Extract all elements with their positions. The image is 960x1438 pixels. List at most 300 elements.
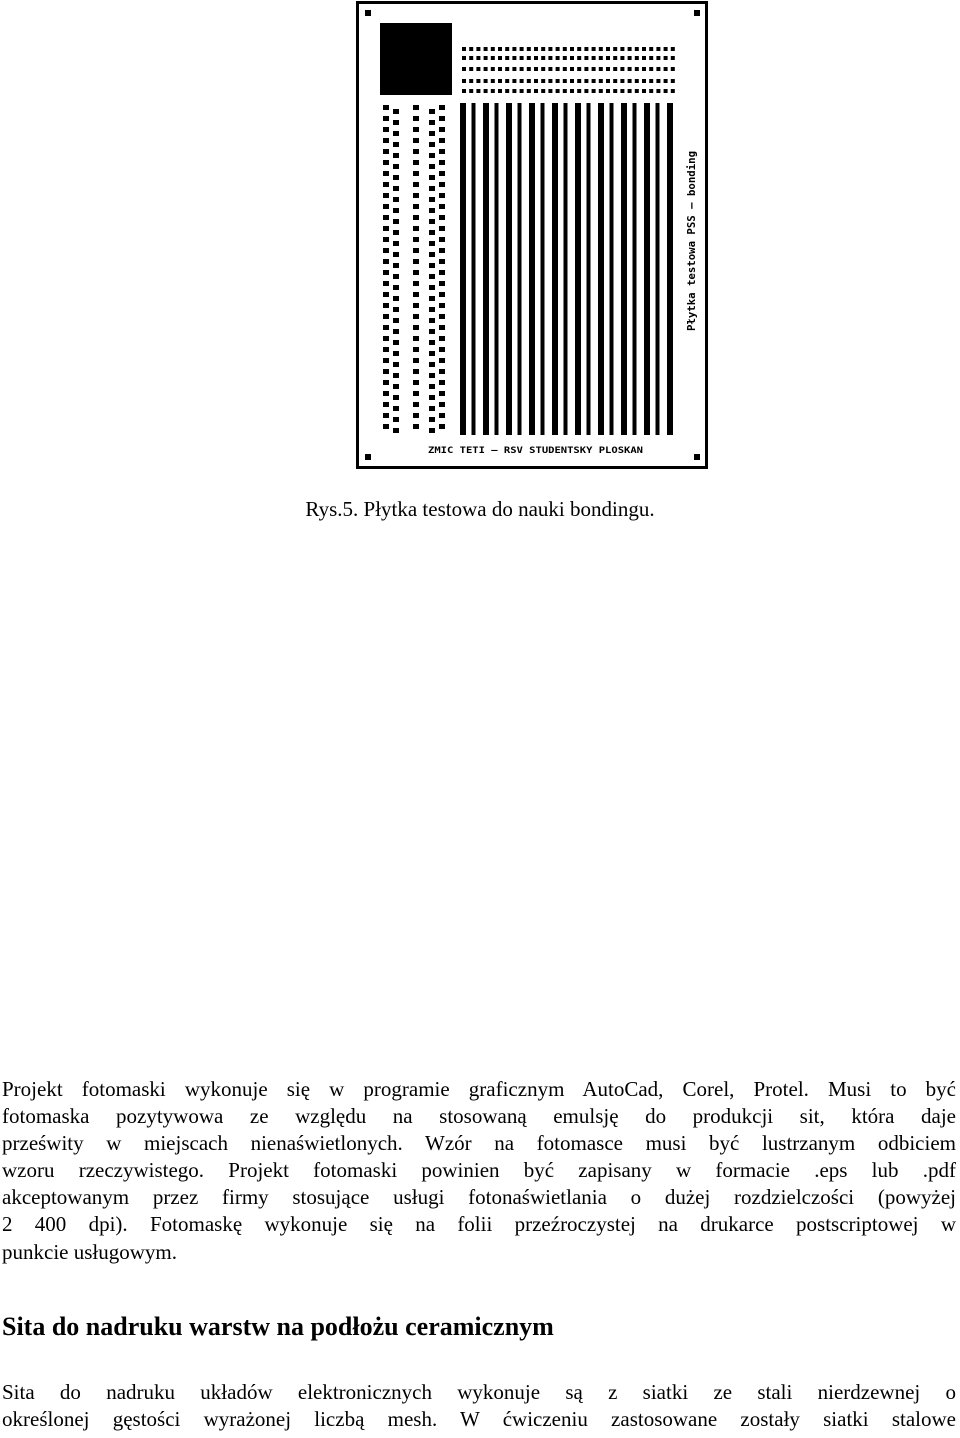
pad-dot	[476, 67, 480, 71]
pad-dot	[635, 56, 639, 60]
column-pad	[383, 149, 389, 154]
column-pad	[393, 120, 399, 125]
column-pad	[413, 303, 419, 308]
pad-dot	[592, 56, 596, 60]
pad-dot	[671, 56, 675, 60]
column-pad	[393, 373, 399, 378]
column-pad	[383, 380, 389, 385]
column-pad	[439, 259, 445, 264]
column-pad	[413, 105, 419, 110]
pad-dot	[527, 47, 531, 51]
column-pad	[439, 138, 445, 143]
pad-dot	[649, 79, 653, 83]
column-pad	[439, 237, 445, 242]
pad-dot	[541, 67, 545, 71]
bond-bar	[495, 103, 499, 435]
pad-dot	[563, 47, 567, 51]
column-pad	[383, 248, 389, 253]
pad-dot	[613, 67, 617, 71]
pad-dot	[599, 67, 603, 71]
column-pad	[383, 182, 389, 187]
pad-dot	[570, 67, 574, 71]
column-pad	[439, 281, 445, 286]
pad-dot	[613, 47, 617, 51]
pad-dot	[512, 47, 516, 51]
pad-dot	[635, 47, 639, 51]
pad-dot	[628, 67, 632, 71]
column-pad	[413, 204, 419, 209]
pad-dot	[664, 56, 668, 60]
column-pad	[429, 340, 435, 345]
column-pad	[413, 413, 419, 418]
pad-dot	[505, 79, 509, 83]
pad-dot	[584, 89, 588, 93]
pad-dot	[656, 89, 660, 93]
pad-dot	[548, 47, 552, 51]
pad-dot	[570, 56, 574, 60]
bond-bar	[564, 103, 568, 435]
column-pad	[383, 171, 389, 176]
pad-dot	[620, 89, 624, 93]
column-pad	[393, 406, 399, 411]
pad-dot	[491, 79, 495, 83]
column-pad	[439, 336, 445, 341]
paragraph1-line: wzoru rzeczywistego. Projekt fotomaski powinien być zapisany w formacie .eps lub .pdf	[2, 1158, 956, 1183]
column-pad	[439, 116, 445, 121]
pad-dot	[484, 47, 488, 51]
column-pad	[439, 226, 445, 231]
pad-dot	[556, 67, 560, 71]
pad-dot	[556, 47, 560, 51]
pad-dot	[476, 89, 480, 93]
pad-dot	[563, 67, 567, 71]
column-pad	[383, 259, 389, 264]
pad-dot	[527, 89, 531, 93]
column-pad	[439, 105, 445, 110]
pad-dot	[606, 56, 610, 60]
pad-dot	[577, 47, 581, 51]
pad-dot	[620, 67, 624, 71]
column-pad	[413, 336, 419, 341]
column-pad	[439, 215, 445, 220]
pad-dot	[584, 67, 588, 71]
pad-dot	[563, 79, 567, 83]
column-pad	[439, 171, 445, 176]
column-pad	[413, 226, 419, 231]
pad-dot	[491, 56, 495, 60]
paragraph2-line: określonej gęstości wyrażonej liczbą mesh. W ćwiczeniu zastosowane zostały siatki stalowe	[2, 1407, 956, 1432]
column-pad	[429, 142, 435, 147]
column-pad	[413, 391, 419, 396]
column-pad	[429, 406, 435, 411]
pad-dot	[656, 79, 660, 83]
column-pad	[393, 142, 399, 147]
pad-dot	[505, 47, 509, 51]
pad-dot	[592, 67, 596, 71]
column-pad	[393, 307, 399, 312]
column-pad	[393, 263, 399, 268]
pad-dot	[664, 67, 668, 71]
pad-dot	[664, 47, 668, 51]
paragraph-screens	[2, 1379, 956, 1433]
pad-dot	[469, 89, 473, 93]
column-pad	[413, 358, 419, 363]
column-pad	[383, 226, 389, 231]
bond-bar	[541, 103, 545, 435]
column-pad	[439, 402, 445, 407]
pad-dot	[599, 47, 603, 51]
bond-bar	[552, 103, 558, 435]
pad-dot	[520, 79, 524, 83]
pad-dot	[599, 79, 603, 83]
column-pad	[429, 318, 435, 323]
pad-dot	[491, 67, 495, 71]
column-pad	[413, 292, 419, 297]
column-pad	[439, 193, 445, 198]
column-pad	[429, 230, 435, 235]
pad-dot	[577, 67, 581, 71]
column-pad	[413, 160, 419, 165]
column-pad	[393, 131, 399, 136]
pad-dot	[628, 56, 632, 60]
column-pad	[429, 329, 435, 334]
pad-dot	[671, 47, 675, 51]
column-pad	[439, 413, 445, 418]
pad-dot	[563, 89, 567, 93]
pad-dot	[512, 56, 516, 60]
column-pad	[383, 270, 389, 275]
pad-dot	[577, 79, 581, 83]
pad-dot	[491, 47, 495, 51]
pad-dot	[534, 79, 538, 83]
pad-dot	[534, 56, 538, 60]
column-pad	[429, 109, 435, 114]
column-pad	[439, 160, 445, 165]
column-pad	[413, 369, 419, 374]
pad-dot	[556, 79, 560, 83]
column-pad	[413, 424, 419, 429]
pad-dot	[476, 56, 480, 60]
pad-dot	[505, 56, 509, 60]
column-pad	[393, 252, 399, 257]
column-pad	[429, 274, 435, 279]
column-pad	[429, 120, 435, 125]
pad-dot	[584, 47, 588, 51]
column-pad	[383, 204, 389, 209]
pad-dot	[635, 79, 639, 83]
column-pad	[413, 402, 419, 407]
column-pad	[383, 336, 389, 341]
paragraph1-line: Projekt fotomaski wykonuje się w programie graficznym AutoCad, Corel, Protel. Musi to być	[2, 1077, 956, 1101]
column-pad	[393, 153, 399, 158]
column-pad	[429, 417, 435, 422]
column-pad	[429, 263, 435, 268]
pad-dot	[606, 47, 610, 51]
pad-dot	[512, 89, 516, 93]
bond-bar	[518, 103, 522, 435]
column-pad	[413, 127, 419, 132]
bond-bar	[667, 103, 673, 435]
corner-mark-tl	[365, 10, 371, 16]
pad-dot	[671, 79, 675, 83]
paragraph1-line: punkcie usługowym.	[2, 1239, 177, 1264]
pad-dot	[520, 56, 524, 60]
column-pad	[413, 138, 419, 143]
pad-dot	[462, 89, 466, 93]
column-pad	[413, 182, 419, 187]
column-pad	[413, 248, 419, 253]
column-pad	[439, 347, 445, 352]
column-pad	[429, 384, 435, 389]
column-pad	[439, 314, 445, 319]
pad-dot	[527, 79, 531, 83]
pad-dot	[642, 47, 646, 51]
pad-dot	[606, 89, 610, 93]
pad-dot	[570, 89, 574, 93]
column-pad	[383, 314, 389, 319]
column-pad	[439, 369, 445, 374]
bond-bar	[575, 103, 581, 435]
pad-dot	[476, 47, 480, 51]
column-pad	[429, 164, 435, 169]
section-heading: Sita do nadruku warstw na podłożu ceramicznym	[2, 1312, 554, 1341]
pad-dot	[498, 79, 502, 83]
column-pad	[393, 208, 399, 213]
pad-dot	[541, 56, 545, 60]
column-pad	[413, 149, 419, 154]
pad-dot	[563, 56, 567, 60]
pad-dot	[520, 47, 524, 51]
paragraph2-line: Sita do nadruku układów elektronicznych wykonuje są z siatki ze stali nierdzewnej o	[2, 1380, 956, 1404]
column-pad	[393, 428, 399, 433]
pad-dot	[484, 67, 488, 71]
column-pad	[383, 193, 389, 198]
column-pad	[383, 138, 389, 143]
pad-dot	[534, 89, 538, 93]
pad-dot	[656, 47, 660, 51]
pad-dot	[498, 89, 502, 93]
bond-bar	[587, 103, 591, 435]
column-pad	[393, 230, 399, 235]
pad-dot	[469, 67, 473, 71]
column-pad	[413, 281, 419, 286]
pad-dot	[584, 56, 588, 60]
bond-bar	[483, 103, 489, 435]
pad-dot	[541, 79, 545, 83]
pad-dot	[577, 89, 581, 93]
column-pad	[439, 270, 445, 275]
pad-dot	[469, 56, 473, 60]
pad-dot	[498, 56, 502, 60]
column-pad	[413, 116, 419, 121]
column-pad	[393, 164, 399, 169]
pad-dot	[570, 79, 574, 83]
column-pad	[429, 219, 435, 224]
test-board-drawing	[356, 1, 708, 469]
column-pad	[439, 391, 445, 396]
column-pad	[429, 252, 435, 257]
pad-dot	[498, 67, 502, 71]
pad-dot	[505, 67, 509, 71]
column-pad	[439, 248, 445, 253]
pad-dot	[534, 67, 538, 71]
paragraph1-line: 2 400 dpi). Fotomaskę wykonuje się na folii przeźroczystej na drukarce postscriptowej w	[2, 1212, 956, 1237]
column-pad	[393, 362, 399, 367]
pad-dot	[584, 79, 588, 83]
pad-dot	[613, 79, 617, 83]
column-pad	[429, 208, 435, 213]
pad-dot	[469, 79, 473, 83]
pad-dot	[548, 79, 552, 83]
corner-mark-br	[694, 454, 700, 460]
corner-mark-tr	[694, 10, 700, 16]
column-pad	[393, 274, 399, 279]
column-pad	[393, 340, 399, 345]
column-pad	[393, 285, 399, 290]
column-pad	[393, 241, 399, 246]
pad-dot	[498, 47, 502, 51]
column-pad	[429, 153, 435, 158]
pad-dot	[635, 67, 639, 71]
column-pad	[413, 215, 419, 220]
column-pad	[383, 347, 389, 352]
pad-dot	[512, 67, 516, 71]
column-pad	[439, 127, 445, 132]
pad-dot	[656, 67, 660, 71]
column-pad	[429, 373, 435, 378]
column-pad	[383, 391, 389, 396]
pad-dot	[462, 67, 466, 71]
column-pad	[439, 303, 445, 308]
pad-dot	[606, 79, 610, 83]
pad-dot	[476, 79, 480, 83]
pad-dot	[462, 79, 466, 83]
pad-dot	[570, 47, 574, 51]
column-pad	[383, 325, 389, 330]
column-pad	[383, 402, 389, 407]
column-pad	[413, 171, 419, 176]
column-pad	[393, 417, 399, 422]
column-pad	[393, 318, 399, 323]
column-pad	[439, 204, 445, 209]
pad-dot	[628, 79, 632, 83]
column-pad	[383, 116, 389, 121]
column-pad	[383, 237, 389, 242]
pad-dot	[671, 67, 675, 71]
pad-dot	[620, 79, 624, 83]
column-pad	[383, 369, 389, 374]
pad-dot	[484, 89, 488, 93]
paragraph-photomask	[2, 1076, 956, 1266]
column-pad	[429, 197, 435, 202]
paragraph1-line: fotomaska pozytywowa ze względu na stosowaną emulsję do produkcji sit, która daje	[2, 1104, 956, 1129]
pad-dot	[556, 56, 560, 60]
column-pad	[383, 105, 389, 110]
column-pad	[429, 131, 435, 136]
pad-dot	[649, 47, 653, 51]
column-pad	[413, 325, 419, 330]
pad-dot	[505, 89, 509, 93]
column-pad	[429, 395, 435, 400]
column-pad	[429, 175, 435, 180]
bond-bar	[460, 103, 466, 435]
column-pad	[393, 186, 399, 191]
pad-dot	[556, 89, 560, 93]
pad-dot	[548, 56, 552, 60]
pad-dot	[520, 67, 524, 71]
column-pad	[383, 303, 389, 308]
column-pad	[429, 362, 435, 367]
column-pad	[383, 281, 389, 286]
column-pad	[393, 384, 399, 389]
pad-dot	[642, 56, 646, 60]
pad-dot	[620, 56, 624, 60]
column-pad	[429, 351, 435, 356]
pad-dot	[642, 79, 646, 83]
column-pad	[383, 160, 389, 165]
column-pad	[413, 259, 419, 264]
board-bottom-label: ZMIC TETI — RSV STUDENTSKY PLOSKAN	[428, 446, 643, 456]
column-pad	[393, 109, 399, 114]
pad-dot	[527, 67, 531, 71]
pad-dot	[628, 47, 632, 51]
column-pad	[413, 193, 419, 198]
column-pad	[413, 270, 419, 275]
column-pad	[413, 314, 419, 319]
bond-bar	[621, 103, 627, 435]
pad-dot	[664, 89, 668, 93]
column-pad	[393, 329, 399, 334]
pad-dot	[512, 79, 516, 83]
bond-bar	[633, 103, 637, 435]
pad-dot	[642, 89, 646, 93]
pad-dot	[642, 67, 646, 71]
pad-dot	[520, 89, 524, 93]
column-pad	[383, 413, 389, 418]
pad-dot	[628, 89, 632, 93]
pad-dot	[613, 56, 617, 60]
column-pad	[413, 237, 419, 242]
column-pad	[383, 292, 389, 297]
column-pad	[439, 292, 445, 297]
column-pad	[383, 127, 389, 132]
pad-dot	[649, 67, 653, 71]
pad-dot	[592, 79, 596, 83]
column-pad	[429, 307, 435, 312]
column-pad	[393, 395, 399, 400]
column-pad	[429, 186, 435, 191]
pad-dot	[527, 56, 531, 60]
pad-dot	[635, 89, 639, 93]
pad-dot	[548, 89, 552, 93]
column-pad	[439, 182, 445, 187]
pad-dot	[599, 89, 603, 93]
bond-bar	[610, 103, 614, 435]
bond-bar	[598, 103, 604, 435]
pad-dot	[577, 56, 581, 60]
pad-dot	[592, 89, 596, 93]
corner-mark-bl	[365, 454, 371, 460]
pad-dot	[620, 47, 624, 51]
pad-dot	[548, 67, 552, 71]
pad-dot	[606, 67, 610, 71]
pad-dot	[541, 89, 545, 93]
pad-dot	[462, 56, 466, 60]
column-pad	[429, 285, 435, 290]
column-pad	[413, 380, 419, 385]
paragraph1-line: akceptowanym przez firmy stosujące usługi fotonaświetlania o dużej rozdzielczości (powyżej	[2, 1185, 956, 1210]
column-pad	[383, 215, 389, 220]
